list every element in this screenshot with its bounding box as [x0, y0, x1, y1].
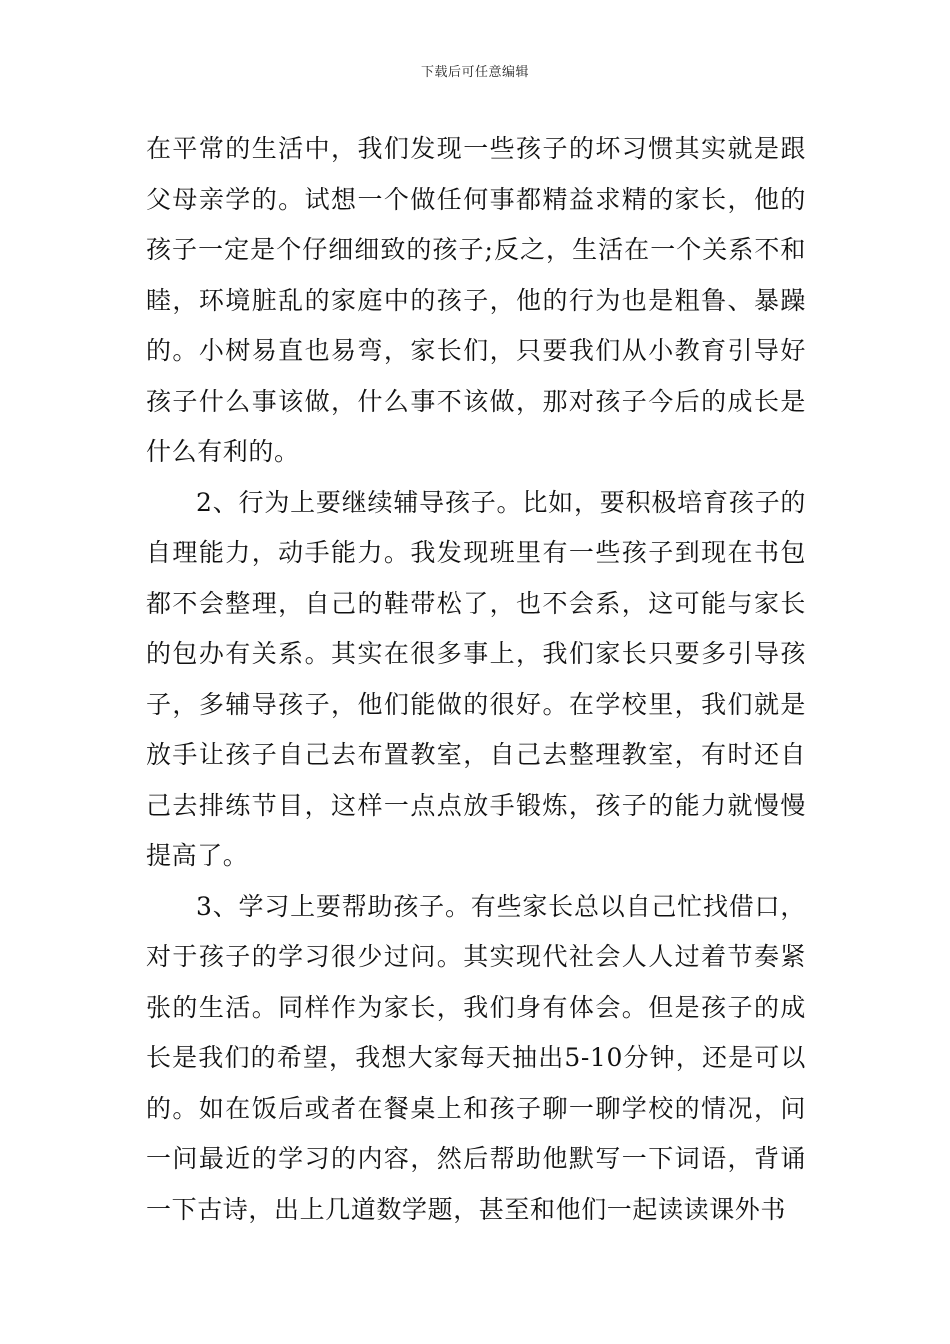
paragraph-2: 2、行为上要继续辅导孩子。比如，要积极培育孩子的自理能力，动手能力。我发现班里有一些孩子到现在书包都不会整理，自己的鞋带松了，也不会系，这可能与家长的包办有关系。其实在很多事上，我们家长只要多引导孩子，多辅导孩子，他们能做的很好。在学校里，我们就是放手让孩子自己去布置教室，自己去整理教室，有时还自己去排练节目，这样一点点放手锻炼，孩子的能力就慢慢提高了。: [146, 487, 806, 870]
paragraph-3: 3、学习上要帮助孩子。有些家长总以自己忙找借口，对于孩子的学习很少过问。其实现代社会人人过着节奏紧张的生活。同样作为家长，我们身有体会。但是孩子的成长是我们的希望，我想大家每天抽出5-10分钟，还是可以的。如在饭后或者在餐桌上和孩子聊一聊学校的情况，问一问最近的学习的内容，然后帮助他默写一下词语，背诵一下古诗，出上几道数学题，甚至和他们一起读读课外书: [146, 891, 806, 1224]
document-body: [146, 124, 806, 1235]
paragraph-1: 在平常的生活中，我们发现一些孩子的坏习惯其实就是跟父母亲学的。试想一个做任何事都精益求精的家长，他的孩子一定是个仔细细致的孩子;反之，生活在一个关系不和睦，环境脏乱的家庭中的孩子，他的行为也是粗鲁、暴躁的。小树易直也易弯，家长们，只要我们从小教育引导好孩子什么事该做，什么事不该做，那对孩子今后的成长是什么有利的。: [146, 134, 806, 466]
page-header-note: 下载后可任意编辑: [420, 65, 529, 80]
